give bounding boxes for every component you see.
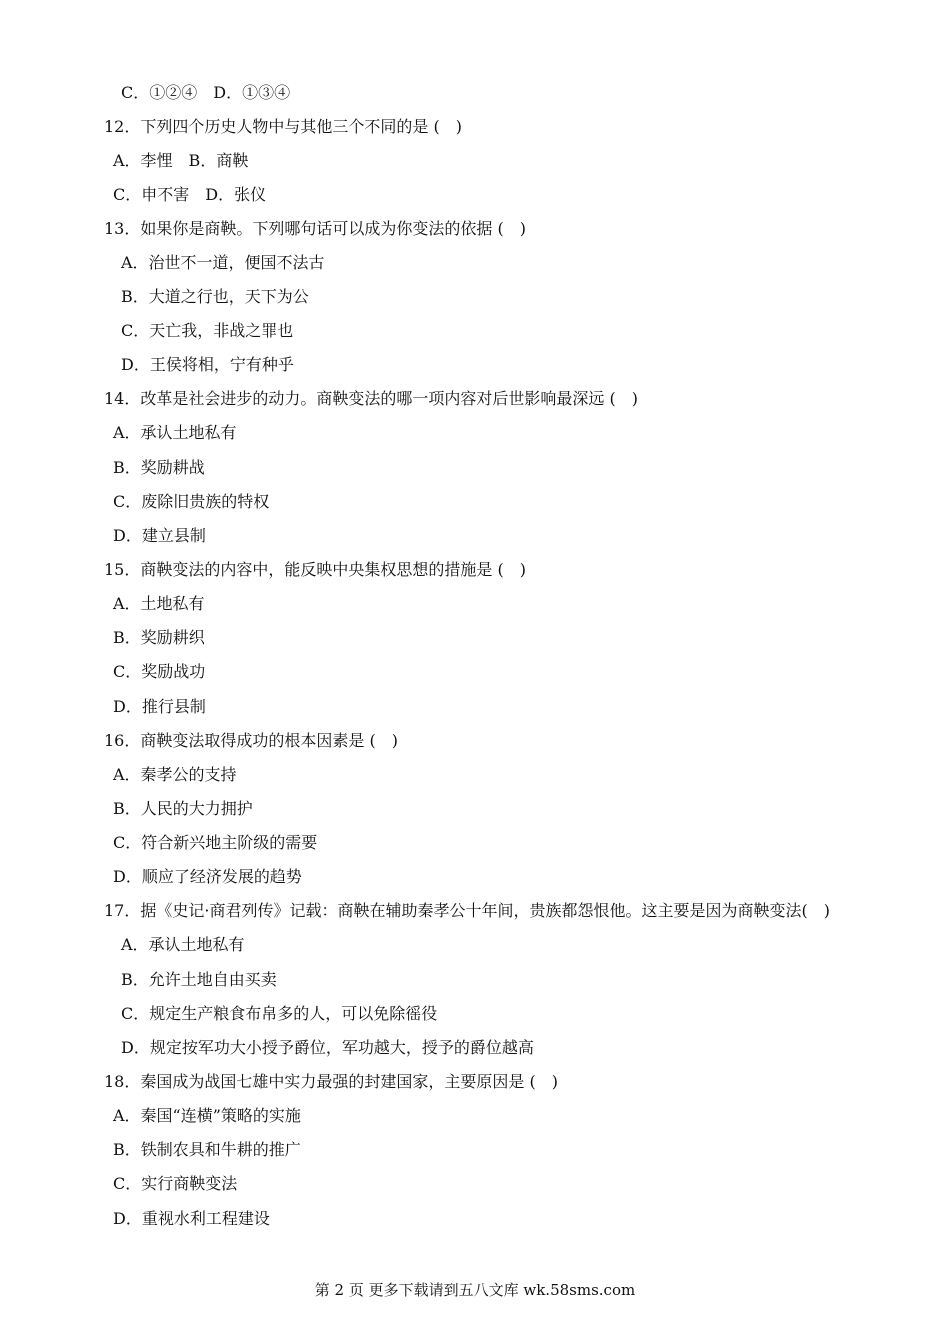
option-17-b: B．允许土地自由买卖 [121,970,277,989]
question-12: 12．下列四个历史人物中与其他三个不同的是 ( ) [104,117,462,136]
option-line-11-cd: C．①②④ D．①③④ [121,83,291,102]
option-13-b: B．大道之行也，天下为公 [121,287,309,306]
option-17-a: A．承认土地私有 [121,935,245,954]
option-13-d: D．王侯将相，宁有种乎 [121,355,294,374]
option-16-c: C．符合新兴地主阶级的需要 [113,833,318,852]
option-17-d: D．规定按军功大小授予爵位，军功越大，授予的爵位越高 [121,1038,534,1057]
option-17-c: C．规定生产粮食布帛多的人，可以免除徭役 [121,1004,438,1023]
option-14-b: B．奖励耕战 [113,458,205,477]
option-14-d: D．建立县制 [113,526,206,545]
option-18-b: B．铁制农具和牛耕的推广 [113,1140,301,1159]
option-15-d: D．推行县制 [113,697,206,716]
question-15: 15．商鞅变法的内容中，能反映中央集权思想的措施是 ( ) [104,560,526,579]
question-14: 14．改革是社会进步的动力。商鞅变法的哪一项内容对后世影响最深远 ( ) [104,389,638,408]
option-14-a: A．承认土地私有 [113,423,237,442]
option-line-12-ab: A．李悝 B．商鞅 [113,151,249,170]
question-17: 17．据《史记·商君列传》记载：商鞅在辅助秦孝公十年间，贵族都怨恨他。这主要是因为商鞅变法( ) [104,901,830,920]
option-line-12-cd: C．申不害 D．张仪 [113,185,267,204]
option-13-c: C．天亡我，非战之罪也 [121,321,294,340]
question-16: 16．商鞅变法取得成功的根本因素是 ( ) [104,731,398,750]
option-15-c: C．奖励战功 [113,662,206,681]
option-16-a: A．秦孝公的支持 [113,765,237,784]
option-18-a: A．秦国“连横”策略的实施 [113,1106,301,1125]
option-15-b: B．奖励耕织 [113,628,205,647]
option-18-d: D．重视水利工程建设 [113,1209,270,1228]
option-13-a: A．治世不一道，便国不法古 [121,253,325,272]
option-16-d: D．顺应了经济发展的趋势 [113,867,302,886]
option-14-c: C．废除旧贵族的特权 [113,492,270,511]
option-15-a: A．土地私有 [113,594,205,613]
question-13: 13．如果你是商鞅。下列哪句话可以成为你变法的依据 ( ) [104,219,526,238]
option-18-c: C．实行商鞅变法 [113,1174,238,1193]
page-footer: 第 2 页 更多下载请到五八文库 wk.58sms.com [314,1281,636,1299]
question-18: 18．秦国成为战国七雄中实力最强的封建国家，主要原因是 ( ) [104,1072,558,1091]
option-16-b: B．人民的大力拥护 [113,799,253,818]
